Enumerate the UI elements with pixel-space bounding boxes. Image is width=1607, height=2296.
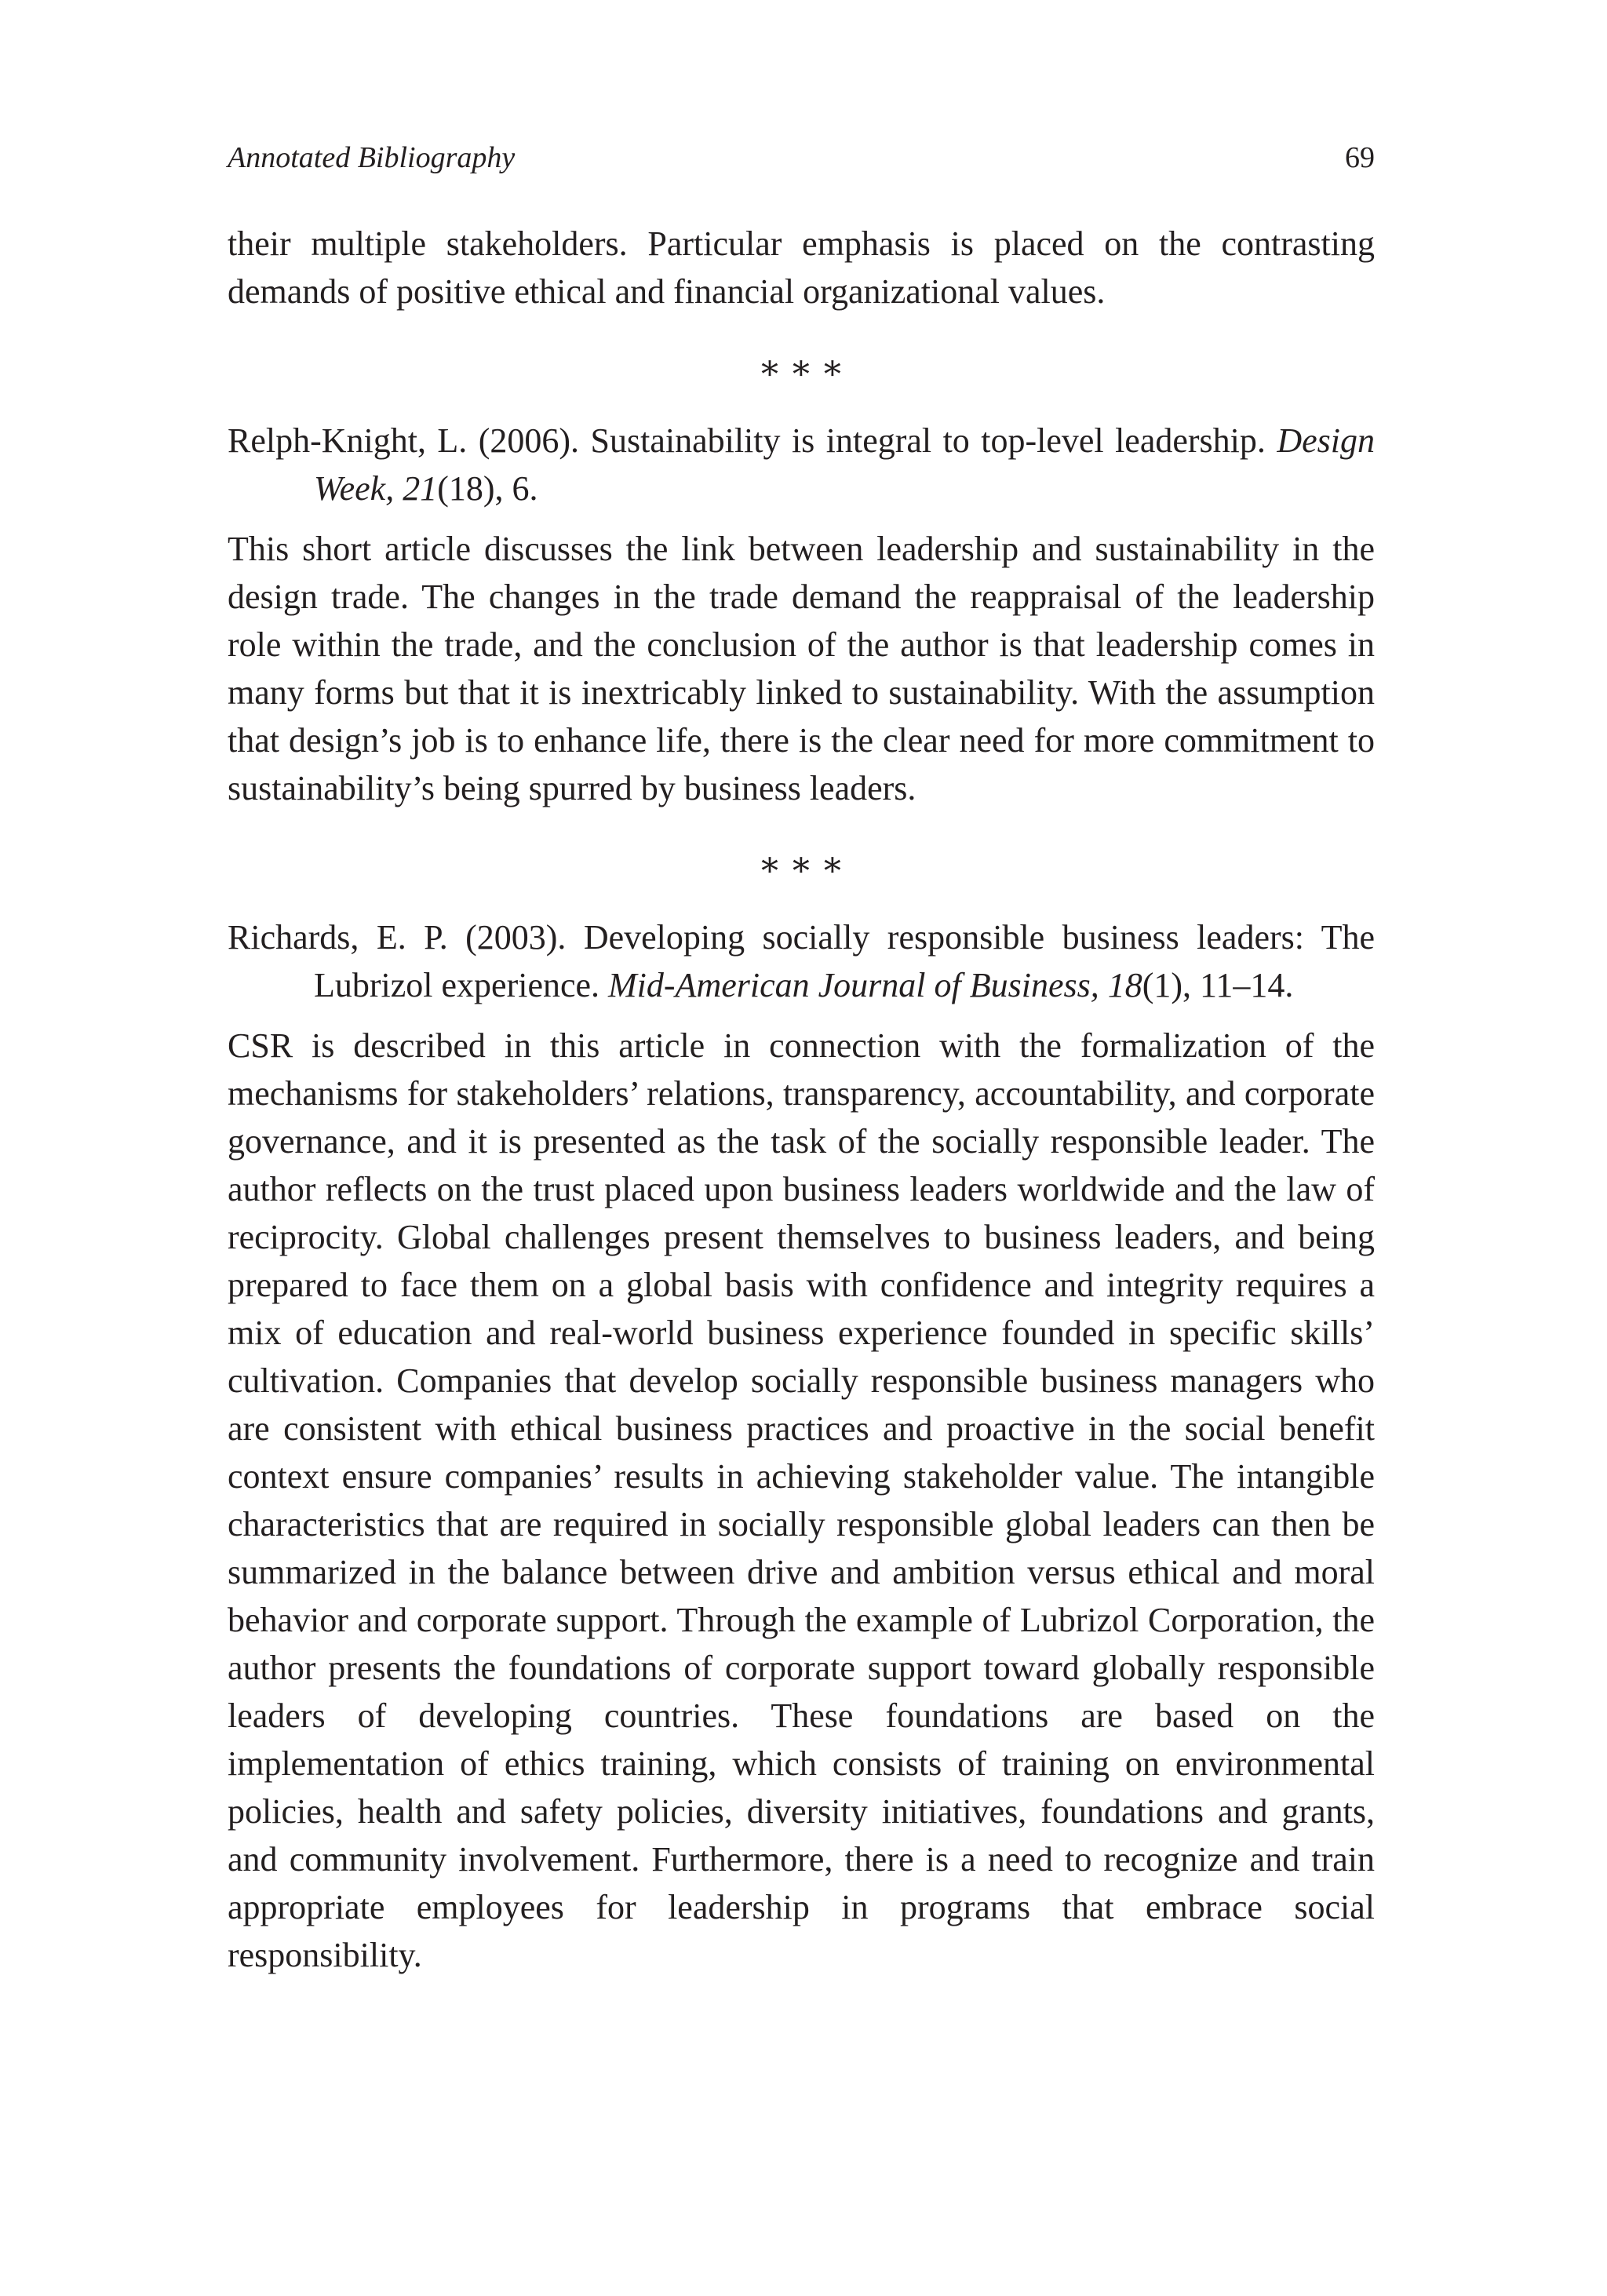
citation-author-title: Richards, E. P. (2003). Developing socially responsible business leaders: The Lubrizol experience.	[228, 918, 1375, 1004]
running-head	[228, 138, 1375, 177]
bibliography-entry	[228, 417, 1375, 812]
running-title: Annotated Bibliography	[228, 141, 516, 174]
section-separator: ∗∗∗	[758, 348, 852, 387]
page-number: 69	[1345, 141, 1375, 174]
continued-paragraph: their multiple stakeholders. Particular emphasis is placed on the contrasting demands of positive ethical and financial organizational values.	[228, 224, 1375, 311]
body-text	[228, 220, 1375, 1979]
citation-journal: Mid-American Journal of Business, 18	[608, 966, 1142, 1004]
bibliography-entry	[228, 913, 1375, 1979]
citation-issue-pages: (18), 6.	[437, 469, 538, 508]
citation	[228, 913, 1375, 1009]
section-separator: ∗∗∗	[758, 845, 852, 884]
annotation-paragraph: This short article discusses the link between leadership and sustainability in the design trade. The changes in the trade demand the reappraisal of the leadership role within the trade, and the conclusion of the author is that leadership comes in many forms but that it is inextricably linked to sustainability. With the assumption that design’s job is to enhance life, there is the clear need for more commitment to sustainability’s being spurred by business leaders.	[228, 530, 1375, 807]
citation-journal: Design Week, 21	[314, 421, 1375, 508]
annotation-paragraph: CSR is described in this article in connection with the formalization of the mechanisms for stakeholders’ relations, transparency, accountability, and corporate governance, and it is presented as the task of the socially responsible leader. The author reflects on the trust placed upon business leaders worldwide and the law of reciprocity. Global challenges present themselves to business leaders, and being prepared to face them on a global basis with confidence and integrity requires a mix of education and real-world business experience founded in specific skills’ cultivation. Companies that develop socially responsible business managers who are consistent with ethical business practices and proactive in the social benefit context ensure companies’ results in achieving stakeholder value. The intangible characteristics that are required in socially responsible global leaders can then be summarized in the balance between drive and ambition versus ethical and moral behavior and corporate support. Through the example of Lubrizol Corporation, the author presents the foundations of corporate support toward globally responsible leaders of developing countries. These foundations are based on the implementation of ethics training, which consists of training on environmental policies, health and safety policies, diversity initiatives, foundations and grants, and community involvement. Furthermore, there is a need to recognize and train appropriate employees for leadership in programs that embrace social responsibility.	[228, 1026, 1375, 1974]
citation	[228, 417, 1375, 512]
citation-issue-pages: (1), 11–14.	[1142, 966, 1294, 1004]
citation-author-title: Relph-Knight, L. (2006). Sustainability is integral to top-level leadership.	[228, 421, 1277, 460]
